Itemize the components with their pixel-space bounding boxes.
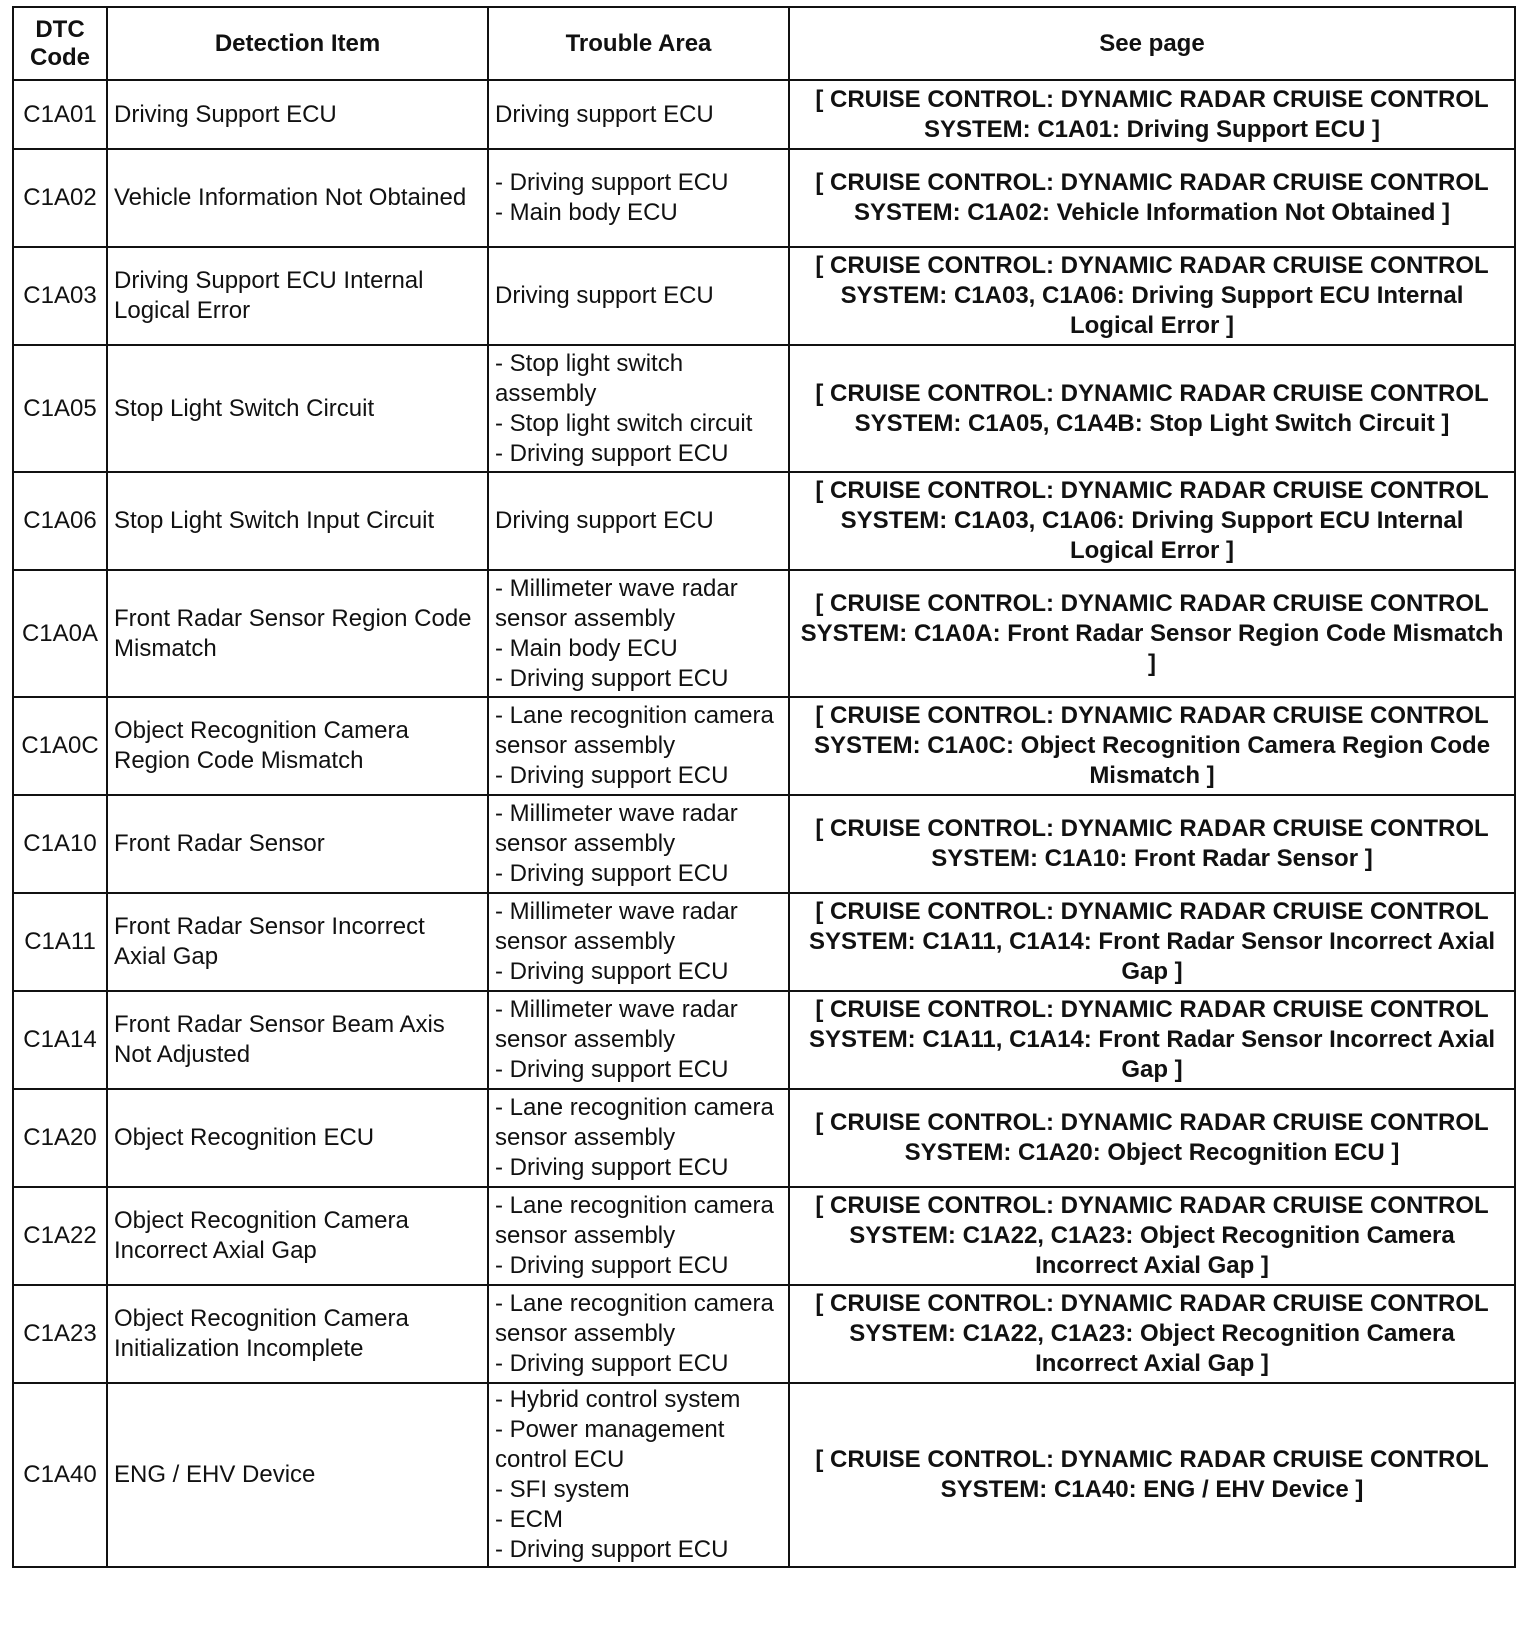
- dtc-table-body: [13, 80, 1515, 1567]
- detection-item-cell: [107, 1187, 488, 1285]
- see-page-cell: [789, 1187, 1515, 1285]
- header-trouble-area: [488, 7, 789, 80]
- dtc-code: C1A02: [23, 184, 97, 211]
- see-page-cell: [789, 570, 1515, 697]
- table-row: [13, 893, 1515, 991]
- trouble-area-line: - Driving support ECU: [495, 860, 729, 887]
- trouble-area-line: Driving support ECU: [495, 507, 714, 534]
- see-page-cell: [789, 795, 1515, 893]
- trouble-area-line: sensor assembly: [495, 830, 676, 857]
- dtc-code: C1A22: [23, 1222, 97, 1249]
- detection-item: Stop Light Switch Circuit: [114, 394, 375, 422]
- see-page-link[interactable]: [ CRUISE CONTROL: DYNAMIC RADAR CRUISE CONTROL SYSTEM: C1A05, C1A4B: Stop Light Switch Circuit ]: [815, 379, 1489, 437]
- trouble-area-line: - Driving support ECU: [495, 439, 729, 467]
- dtc-code-cell: [13, 570, 107, 697]
- detection-item-cell: [107, 991, 488, 1089]
- detection-item: Driving Support ECU Internal Logical Error: [114, 267, 424, 324]
- trouble-area-line: - Driving support ECU: [495, 169, 729, 196]
- table-row: [13, 991, 1515, 1089]
- trouble-area-line: sensor assembly: [495, 1124, 676, 1151]
- see-page-cell: [789, 1089, 1515, 1187]
- trouble-area-cell: [488, 1089, 789, 1187]
- see-page-cell: [789, 1285, 1515, 1383]
- header-detection-item-label: Detection Item: [214, 29, 381, 57]
- trouble-area-cell: [488, 991, 789, 1089]
- dtc-code-cell: [13, 1383, 107, 1567]
- trouble-area-cell: [488, 345, 789, 472]
- trouble-area-line: - Driving support ECU: [495, 1154, 729, 1181]
- detection-item: Object Recognition Camera Incorrect Axial Gap: [114, 1207, 409, 1264]
- trouble-area-cell: [488, 1285, 789, 1383]
- see-page-link[interactable]: [ CRUISE CONTROL: DYNAMIC RADAR CRUISE CONTROL SYSTEM: C1A03, C1A06: Driving Support ECU Internal Logical Error ]: [815, 252, 1489, 339]
- detection-item: Stop Light Switch Input Circuit: [114, 507, 435, 534]
- see-page-cell: [789, 697, 1515, 795]
- dtc-code-cell: [13, 1285, 107, 1383]
- dtc-table-sheet: [12, 6, 1514, 1568]
- see-page-cell: [789, 345, 1515, 472]
- dtc-code: C1A05: [23, 394, 97, 422]
- see-page-link[interactable]: [ CRUISE CONTROL: DYNAMIC RADAR CRUISE CONTROL SYSTEM: C1A11, C1A14: Front Radar Sensor Incorrect Axial Gap ]: [809, 898, 1495, 985]
- see-page-link[interactable]: [ CRUISE CONTROL: DYNAMIC RADAR CRUISE CONTROL SYSTEM: C1A02: Vehicle Information Not Obtained ]: [815, 169, 1489, 226]
- table-row: [13, 697, 1515, 795]
- dtc-code: C1A0C: [21, 732, 99, 759]
- dtc-code-cell: [13, 1089, 107, 1187]
- trouble-area-line: - Lane recognition camera: [495, 1094, 774, 1121]
- trouble-area-line: - Lane recognition camera: [495, 1290, 774, 1317]
- header-trouble-area-label: Trouble Area: [565, 29, 712, 57]
- trouble-area-line: - Driving support ECU: [495, 958, 729, 985]
- trouble-area-line: - Millimeter wave radar: [495, 800, 738, 827]
- trouble-area-line: sensor assembly: [495, 928, 676, 955]
- trouble-area-line: - Driving support ECU: [495, 1350, 729, 1377]
- detection-item: Front Radar Sensor: [114, 830, 325, 857]
- trouble-area-cell: [488, 149, 789, 247]
- detection-item-cell: [107, 247, 488, 345]
- table-row: [13, 80, 1515, 149]
- header-dtc-code: [13, 7, 107, 80]
- table-row: [13, 247, 1515, 345]
- trouble-area-line: - Stop light switch circuit: [495, 409, 753, 437]
- trouble-area-cell: [488, 1383, 789, 1567]
- see-page-cell: [789, 893, 1515, 991]
- trouble-area-line: - SFI system: [495, 1476, 630, 1503]
- header-see-page: [789, 7, 1515, 80]
- detection-item: Driving Support ECU: [114, 100, 337, 128]
- dtc-code-cell: [13, 893, 107, 991]
- header-see-page-label: See page: [1099, 29, 1205, 57]
- detection-item: Object Recognition ECU: [114, 1124, 375, 1151]
- trouble-area-cell: [488, 893, 789, 991]
- table-row: [13, 570, 1515, 697]
- detection-item: Front Radar Sensor Incorrect Axial Gap: [114, 913, 425, 970]
- dtc-code: C1A40: [23, 1461, 97, 1488]
- see-page-link[interactable]: [ CRUISE CONTROL: DYNAMIC RADAR CRUISE CONTROL SYSTEM: C1A22, C1A23: Object Recognition Camera Incorrect Axial Gap ]: [815, 1290, 1489, 1377]
- see-page-link[interactable]: [ CRUISE CONTROL: DYNAMIC RADAR CRUISE CONTROL SYSTEM: C1A11, C1A14: Front Radar Sensor Incorrect Axial Gap ]: [809, 996, 1495, 1083]
- dtc-table: [12, 6, 1516, 1568]
- trouble-area-line: sensor assembly: [495, 1320, 676, 1347]
- dtc-code-cell: [13, 80, 107, 149]
- dtc-code-cell: [13, 247, 107, 345]
- detection-item-cell: [107, 149, 488, 247]
- dtc-code-cell: [13, 1187, 107, 1285]
- trouble-area-line: - Millimeter wave radar: [495, 574, 738, 602]
- see-page-cell: [789, 80, 1515, 149]
- detection-item-cell: [107, 472, 488, 570]
- see-page-link[interactable]: [ CRUISE CONTROL: DYNAMIC RADAR CRUISE CONTROL SYSTEM: C1A22, C1A23: Object Recognition Camera Incorrect Axial Gap ]: [815, 1192, 1489, 1279]
- trouble-area-line: sensor assembly: [495, 1026, 676, 1053]
- detection-item-cell: [107, 1089, 488, 1187]
- table-row: [13, 149, 1515, 247]
- see-page-link[interactable]: [ CRUISE CONTROL: DYNAMIC RADAR CRUISE CONTROL SYSTEM: C1A03, C1A06: Driving Support ECU Internal Logical Error ]: [815, 477, 1489, 564]
- trouble-area-line: - Driving support ECU: [495, 1536, 729, 1563]
- trouble-area-line: - Lane recognition camera: [495, 1192, 774, 1219]
- trouble-area-line: - Hybrid control system: [495, 1386, 741, 1413]
- trouble-area-line: assembly: [495, 379, 597, 407]
- dtc-code: C1A0A: [21, 619, 99, 647]
- detection-item-cell: [107, 1285, 488, 1383]
- detection-item: Object Recognition Camera Initialization Incomplete: [114, 1305, 409, 1362]
- trouble-area-line: - Millimeter wave radar: [495, 996, 738, 1023]
- trouble-area-line: - Driving support ECU: [495, 664, 729, 692]
- trouble-area-line: - Stop light switch: [495, 349, 684, 377]
- detection-item-cell: [107, 80, 488, 149]
- see-page-link[interactable]: [ CRUISE CONTROL: DYNAMIC RADAR CRUISE CONTROL SYSTEM: C1A20: Object Recognition ECU ]: [815, 1109, 1489, 1166]
- detection-item: Object Recognition Camera Region Code Mismatch: [114, 717, 409, 774]
- trouble-area-line: - Driving support ECU: [495, 1252, 729, 1279]
- trouble-area-cell: [488, 697, 789, 795]
- table-row: [13, 472, 1515, 570]
- header-dtc-code-label: DTC Code: [30, 15, 90, 71]
- trouble-area-line: - Power management: [495, 1416, 725, 1443]
- detection-item-cell: [107, 345, 488, 472]
- trouble-area-line: Driving support ECU: [495, 100, 714, 128]
- trouble-area-line: - Main body ECU: [495, 199, 678, 226]
- dtc-code: C1A06: [23, 507, 97, 534]
- see-page-cell: [789, 991, 1515, 1089]
- trouble-area-cell: [488, 1187, 789, 1285]
- table-row: [13, 1383, 1515, 1567]
- detection-item-cell: [107, 570, 488, 697]
- see-page-cell: [789, 1383, 1515, 1567]
- trouble-area-line: sensor assembly: [495, 732, 676, 759]
- trouble-area-line: - Lane recognition camera: [495, 702, 774, 729]
- detection-item-cell: [107, 1383, 488, 1567]
- dtc-code: C1A11: [24, 928, 96, 955]
- header-detection-item: [107, 7, 488, 80]
- detection-item: Front Radar Sensor Region Code Mismatch: [114, 604, 472, 662]
- trouble-area-line: - Main body ECU: [495, 634, 678, 662]
- trouble-area-cell: [488, 247, 789, 345]
- dtc-code-cell: [13, 795, 107, 893]
- detection-item: ENG / EHV Device: [114, 1461, 316, 1488]
- dtc-code: C1A10: [23, 830, 97, 857]
- table-row: [13, 1187, 1515, 1285]
- dtc-code-cell: [13, 991, 107, 1089]
- dtc-code-cell: [13, 697, 107, 795]
- detection-item: Vehicle Information Not Obtained: [114, 184, 467, 211]
- see-page-cell: [789, 472, 1515, 570]
- trouble-area-line: - Driving support ECU: [495, 1056, 729, 1083]
- trouble-area-line: control ECU: [495, 1446, 625, 1473]
- detection-item-cell: [107, 697, 488, 795]
- see-page-link[interactable]: [ CRUISE CONTROL: DYNAMIC RADAR CRUISE CONTROL SYSTEM: C1A0C: Object Recognition Camera Region Code Mismatch ]: [813, 702, 1491, 789]
- trouble-area-line: - Driving support ECU: [495, 762, 729, 789]
- table-row: [13, 1089, 1515, 1187]
- see-page-link[interactable]: [ CRUISE CONTROL: DYNAMIC RADAR CRUISE CONTROL SYSTEM: C1A0A: Front Radar Sensor Region Code Mismatch ]: [800, 589, 1504, 677]
- dtc-code-cell: [13, 149, 107, 247]
- trouble-area-line: sensor assembly: [495, 604, 676, 632]
- see-page-link[interactable]: [ CRUISE CONTROL: DYNAMIC RADAR CRUISE CONTROL SYSTEM: C1A40: ENG / EHV Device ]: [815, 1446, 1489, 1503]
- trouble-area-line: sensor assembly: [495, 1222, 676, 1249]
- dtc-code: C1A20: [23, 1124, 97, 1151]
- table-row: [13, 795, 1515, 893]
- trouble-area-line: Driving support ECU: [495, 282, 714, 309]
- table-row: [13, 345, 1515, 472]
- detection-item-cell: [107, 893, 488, 991]
- see-page-cell: [789, 247, 1515, 345]
- see-page-link[interactable]: [ CRUISE CONTROL: DYNAMIC RADAR CRUISE CONTROL SYSTEM: C1A01: Driving Support ECU ]: [815, 85, 1489, 143]
- dtc-code-cell: [13, 472, 107, 570]
- detection-item-cell: [107, 795, 488, 893]
- dtc-code-cell: [13, 345, 107, 472]
- table-header-row: [13, 7, 1515, 80]
- trouble-area-cell: [488, 795, 789, 893]
- trouble-area-cell: [488, 472, 789, 570]
- table-row: [13, 1285, 1515, 1383]
- dtc-code: C1A14: [23, 1026, 97, 1053]
- trouble-area-cell: [488, 570, 789, 697]
- see-page-cell: [789, 149, 1515, 247]
- dtc-code: C1A23: [23, 1320, 97, 1347]
- dtc-code: C1A03: [23, 282, 97, 309]
- dtc-code: C1A01: [23, 100, 97, 128]
- trouble-area-line: - Millimeter wave radar: [495, 898, 738, 925]
- trouble-area-cell: [488, 80, 789, 149]
- see-page-link[interactable]: [ CRUISE CONTROL: DYNAMIC RADAR CRUISE CONTROL SYSTEM: C1A10: Front Radar Sensor ]: [815, 815, 1489, 872]
- detection-item: Front Radar Sensor Beam Axis Not Adjusted: [114, 1011, 445, 1068]
- trouble-area-line: - ECM: [495, 1506, 563, 1533]
